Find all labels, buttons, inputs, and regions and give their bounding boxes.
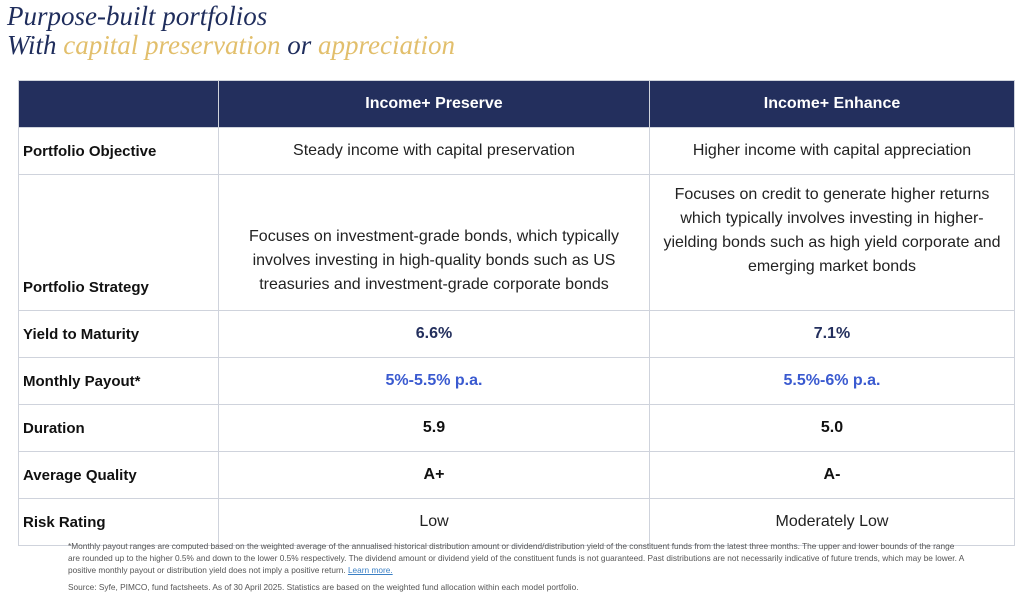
preserve-value: 5%-5.5% p.a.: [219, 358, 650, 405]
table-row-risk: [19, 499, 1015, 546]
table-row-quality: [19, 452, 1015, 499]
heading-line-2: [7, 31, 455, 60]
row-label: Yield to Maturity: [19, 311, 219, 358]
row-label: Average Quality: [19, 452, 219, 499]
table-row-duration: [19, 405, 1015, 452]
enhance-value: Focuses on credit to generate higher returns which typically involves investing in higher-yielding bonds such as high yield corporate and emerging market bonds: [650, 175, 1015, 311]
table-row-strategy: [19, 175, 1015, 311]
row-label: Monthly Payout*: [19, 358, 219, 405]
row-label: Duration: [19, 405, 219, 452]
heading-connector: or: [280, 30, 318, 60]
header-income-preserve: Income+ Preserve: [219, 81, 650, 128]
preserve-value: Low: [219, 499, 650, 546]
page-heading: [7, 2, 455, 60]
enhance-value: A-: [650, 452, 1015, 499]
row-label: Risk Rating: [19, 499, 219, 546]
heading-accent-appreciation: appreciation: [318, 30, 455, 60]
table-row-payout: [19, 358, 1015, 405]
header-income-enhance: Income+ Enhance: [650, 81, 1015, 128]
preserve-value: A+: [219, 452, 650, 499]
enhance-value: 7.1%: [650, 311, 1015, 358]
heading-line-1: Purpose-built portfolios: [7, 1, 268, 31]
enhance-value: 5.0: [650, 405, 1015, 452]
table-row-objective: [19, 128, 1015, 175]
row-label: Portfolio Strategy: [19, 175, 219, 311]
footnote-text: *Monthly payout ranges are computed based on the weighted average of the annualised historical distribution amount or dividend/distribution yield of the constituent funds from the latest three months. The upper and lower bounds of the range are rounded up to the higher 0.5% and down to the lower 0.5% respectively. The dividend amount or dividend yield of the constituent funds is not guaranteed. Past distributions are not necessarily indicative of future trends, which may be lower. A positive monthly payout or distribution yield does not imply a positive return.: [68, 541, 964, 575]
preserve-value: Steady income with capital preservation: [219, 128, 650, 175]
payout-footnote: [68, 540, 968, 576]
learn-more-link[interactable]: Learn more.: [347, 565, 393, 575]
preserve-value: 5.9: [219, 405, 650, 452]
heading-prefix: With: [7, 30, 64, 60]
header-empty-cell: [19, 81, 219, 128]
table-header-row: [19, 81, 1015, 128]
enhance-value: Higher income with capital appreciation: [650, 128, 1015, 175]
row-label: Portfolio Objective: [19, 128, 219, 175]
preserve-value: 6.6%: [219, 311, 650, 358]
source-note: Source: Syfe, PIMCO, fund factsheets. As of 30 April 2025. Statistics are based on the weighted fund allocation within each model portfolio.: [68, 582, 579, 592]
table-row-yield: [19, 311, 1015, 358]
heading-accent-preservation: capital preservation: [63, 30, 281, 60]
comparison-table: [18, 80, 1015, 546]
enhance-value: Moderately Low: [650, 499, 1015, 546]
enhance-value: 5.5%-6% p.a.: [650, 358, 1015, 405]
preserve-value: Focuses on investment-grade bonds, which typically involves investing in high-quality bonds such as US treasuries and investment-grade corporate bonds: [219, 175, 650, 311]
